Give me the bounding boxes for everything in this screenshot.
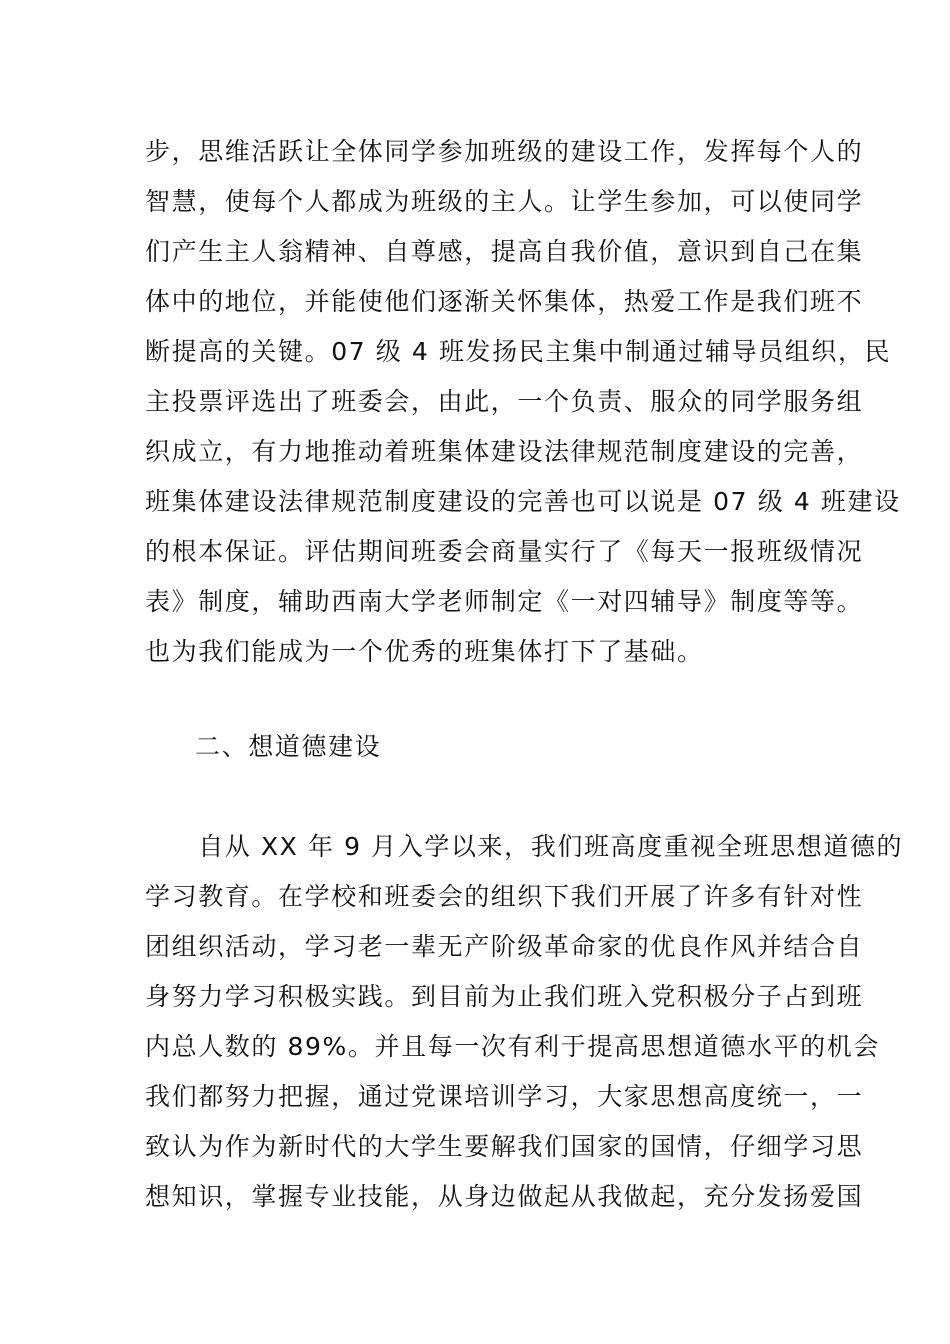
text-line: 表》制度，辅助西南大学老师制定《一对四辅导》制度等等。 [145, 587, 864, 616]
paragraph-class-building [145, 127, 901, 677]
text-line: 的根本保证。评估期间班委会商量实行了《每天一报班级情况 [145, 537, 864, 566]
text-line: 身努力学习积极实践。到目前为止我们班入党积极分子占到班 [145, 982, 864, 1011]
text-line: 想知识，掌握专业技能，从身边做起从我做起，充分发扬爱国 [145, 1182, 864, 1211]
text-line: 体中的地位，并能使他们逐渐关怀集体，热爱工作是我们班不 [145, 287, 864, 316]
text-line: 也为我们能成为一个优秀的班集体打下了基础。 [145, 637, 704, 666]
text-line: 织成立，有力地推动着班集体建设法律规范制度建设的完善， [145, 437, 864, 466]
section-heading: 二、想道德建设 [195, 732, 382, 761]
text-line: 主投票评选出了班委会，由此，一个负责、服众的同学服务组 [145, 387, 864, 416]
text-line: 智慧，使每个人都成为班级的主人。让学生参加，可以使同学 [145, 187, 864, 216]
text-line: 内总人数的 89%。并且每一次有利于提高思想道德水平的机会 [145, 1032, 880, 1061]
text-line: 断提高的关键。07 级 4 班发扬民主集中制通过辅导员组织，民 [145, 337, 892, 366]
text-line: 学习教育。在学校和班委会的组织下我们开展了许多有针对性 [145, 882, 864, 911]
text-line: 步，思维活跃让全体同学参加班级的建设工作，发挥每个人的 [145, 137, 864, 166]
text-line: 我们都努力把握，通过党课培训学习，大家思想高度统一，一 [145, 1082, 864, 1111]
text-line: 们产生主人翁精神、自尊感，提高自我价值，意识到自己在集 [145, 237, 864, 266]
text-line: 自从 XX 年 9 月入学以来，我们班高度重视全班思想道德的 [145, 832, 904, 861]
text-line: 班集体建设法律规范制度建设的完善也可以说是 07 级 4 班建设 [145, 487, 901, 516]
text-line: 致认为作为新时代的大学生要解我们国家的国情，仔细学习思 [145, 1132, 864, 1161]
paragraph-moral-building [145, 822, 904, 1222]
text-line: 团组织活动，学习老一辈无产阶级革命家的优良作风并结合自 [145, 932, 864, 961]
